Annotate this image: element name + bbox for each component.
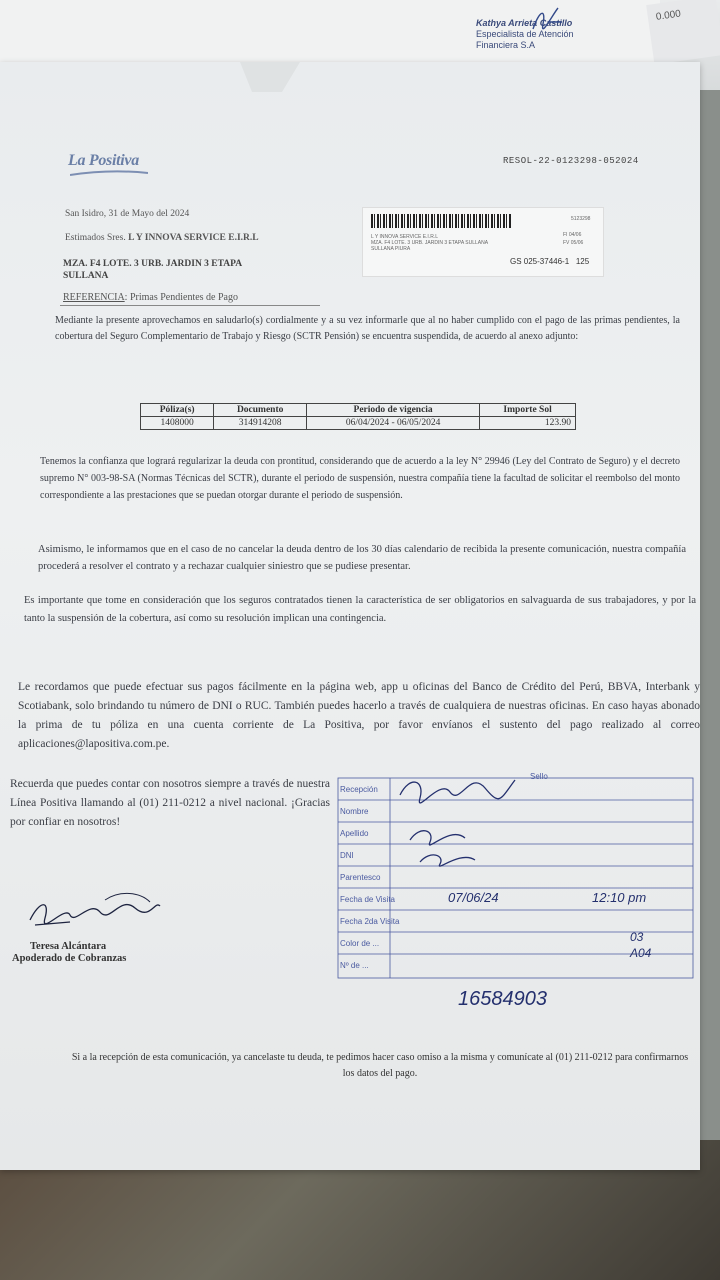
hand-code2: A04 [630, 946, 652, 960]
hand-code: 03 [630, 930, 644, 944]
cell-importe: 123.90 [480, 417, 576, 430]
signer-name: Teresa Alcántara [30, 941, 107, 952]
side-tag [646, 0, 720, 65]
top-signature-scrawl [528, 4, 568, 34]
label-fv: FV 05/06 [563, 240, 584, 246]
handwritten-signature [10, 880, 170, 940]
hand-date: 07/06/24 [448, 890, 499, 905]
top-sig-name: Kathya Arrieta Castillo [476, 18, 573, 28]
reception-stamp [330, 770, 705, 1010]
col-documento: Documento [214, 404, 307, 417]
side-tag-text: 0.000 [655, 8, 682, 23]
stamp-sello: Sello [530, 772, 548, 781]
recipient-name: L Y INNOVA SERVICE E.I.R.L [128, 233, 259, 243]
paragraph-3: Asimismo, le informamos que en el caso de no cancelar la deuda dentro de los 30 días calendario de recibida la presente comunicación, nuestra compañía procederá a resolver el contrato y a rechazar cualquier siniestro que se pudiese presentar. [38, 544, 686, 572]
label-fi: FI 04/06 [563, 232, 582, 238]
label-line-2: MZA. F4 LOTE. 3 URB. JARDIN 3 ETAPA SULLANA [371, 240, 489, 246]
label-line-1: L Y INNOVA SERVICE E.I.R.L [371, 234, 438, 240]
logo-swoosh-icon [70, 170, 148, 176]
top-sig-role: Especialista de Atención [476, 29, 574, 39]
stamp-row-fecha2: Fecha 2da Visita [340, 917, 400, 926]
cell-documento: 314914208 [214, 417, 307, 430]
table-row [141, 417, 576, 430]
top-signature-block [476, 18, 574, 51]
paragraph-6: Recuerda que puedes contar con nosotros siempre a través de nuestra Línea Positiva llamando al (01) 211-0212 a nivel nacional. ¡Gracias por confiar en nosotros! [10, 778, 330, 828]
footer-note: Si a la recepción de esta comunicación, ya cancelaste tu deuda, te pedimos hacer caso omiso a la misma y comunícate al (01) 211-0212 para confirmarnos los datos del pago. [71, 1052, 689, 1079]
hand-number: 16584903 [458, 988, 547, 1010]
resolution-number: RESOL-22-0123298-052024 [503, 156, 639, 166]
signer-role: Apoderado de Cobranzas [12, 953, 127, 964]
table-header-row [141, 404, 576, 417]
top-sig-company: Financiera S.A [476, 40, 536, 50]
stamp-row-fecha: Fecha de Visita [340, 895, 395, 904]
policy-table [140, 403, 576, 430]
address-line-1: MZA. F4 LOTE. 3 URB. JARDIN 3 ETAPA [63, 259, 243, 269]
paragraph-1: Mediante la presente aprovechamos en saludarlo(s) cordialmente y a su vez informarle que al no haber cumplido con el pago de las primas pendientes, la cobertura del Seguro Complementario de Trabajo y Riesgo (SCTR Pensión) se encuentra suspendida, de acuerdo al anexo adjunto: [55, 315, 680, 342]
paragraph-2: Tenemos la confianza que logrará regularizar la deuda con prontitud, considerando que de acuerdo a la ley N° 29946 (Ley del Contrato de Seguro) y el decreto supremo N° 003-98-SA (Normas Técnicas del SCTR), durante el periodo de suspensión, nuestra compañía tiene la facultad de solicitar el reembolso del monto correspondiente a las prestaciones que se puedan otorgar durante el periodo de suspensión. [40, 456, 680, 501]
shipping-label [362, 207, 604, 277]
paragraph-5: Le recordamos que puede efectuar sus pagos fácilmente en la página web, app u oficinas del Banco de Crédito del Perú, BBVA, Interbank y Scotiabank, solo brindando tu número de DNI o RUC. También puedes hacerlo a través de cualquiera de nuestras oficinas. En caso hayas abonado la prima de tu póliza en una cuenta corriente de La Positiva, por favor envíanos el sustento del pago realizado al correo aplicaciones@lapositiva.com.pe. [18, 681, 700, 750]
barcode [371, 214, 511, 228]
cell-poliza: 1408000 [141, 417, 214, 430]
letter-date: San Isidro, 31 de Mayo del 2024 [65, 209, 190, 219]
stamp-row-recepcion: Recepción [340, 785, 378, 794]
reference-divider [60, 305, 320, 306]
label-line-3: SULLANA PIURA [371, 246, 411, 252]
reference: REFERENCIA: Primas Pendientes de Pago [63, 292, 238, 303]
col-poliza: Póliza(s) [141, 404, 214, 417]
greeting: Estimados Sres. L Y INNOVA SERVICE E.I.R.L [65, 233, 259, 243]
stamp-row-apellido: Apellido [340, 829, 369, 838]
col-periodo: Periodo de vigencia [307, 404, 480, 417]
cell-periodo: 06/04/2024 - 06/05/2024 [307, 417, 480, 430]
guide-number: GS 025-37446-1 125 [510, 257, 590, 266]
stamp-row-color: Color de ... [340, 939, 380, 948]
stamp-row-num: Nº de ... [340, 961, 369, 970]
col-importe: Importe Sol [480, 404, 576, 417]
label-code: 5123298 [571, 216, 591, 222]
stamp-row-parentesco: Parentesco [340, 873, 381, 882]
stamp-row-dni: DNI [340, 851, 354, 860]
paragraph-4: Es importante que tome en consideración que los seguros contratados tienen la característica de ser obligatorios en salvaguarda de sus trabajadores, y por la tanto la suspensión de la cobertura, así como su resolución implican una contingencia. [24, 595, 696, 624]
company-logo: La Positiva [68, 152, 139, 169]
stamp-row-nombre: Nombre [340, 807, 369, 816]
address-line-2: SULLANA [63, 271, 109, 281]
hand-time: 12:10 pm [592, 890, 647, 905]
